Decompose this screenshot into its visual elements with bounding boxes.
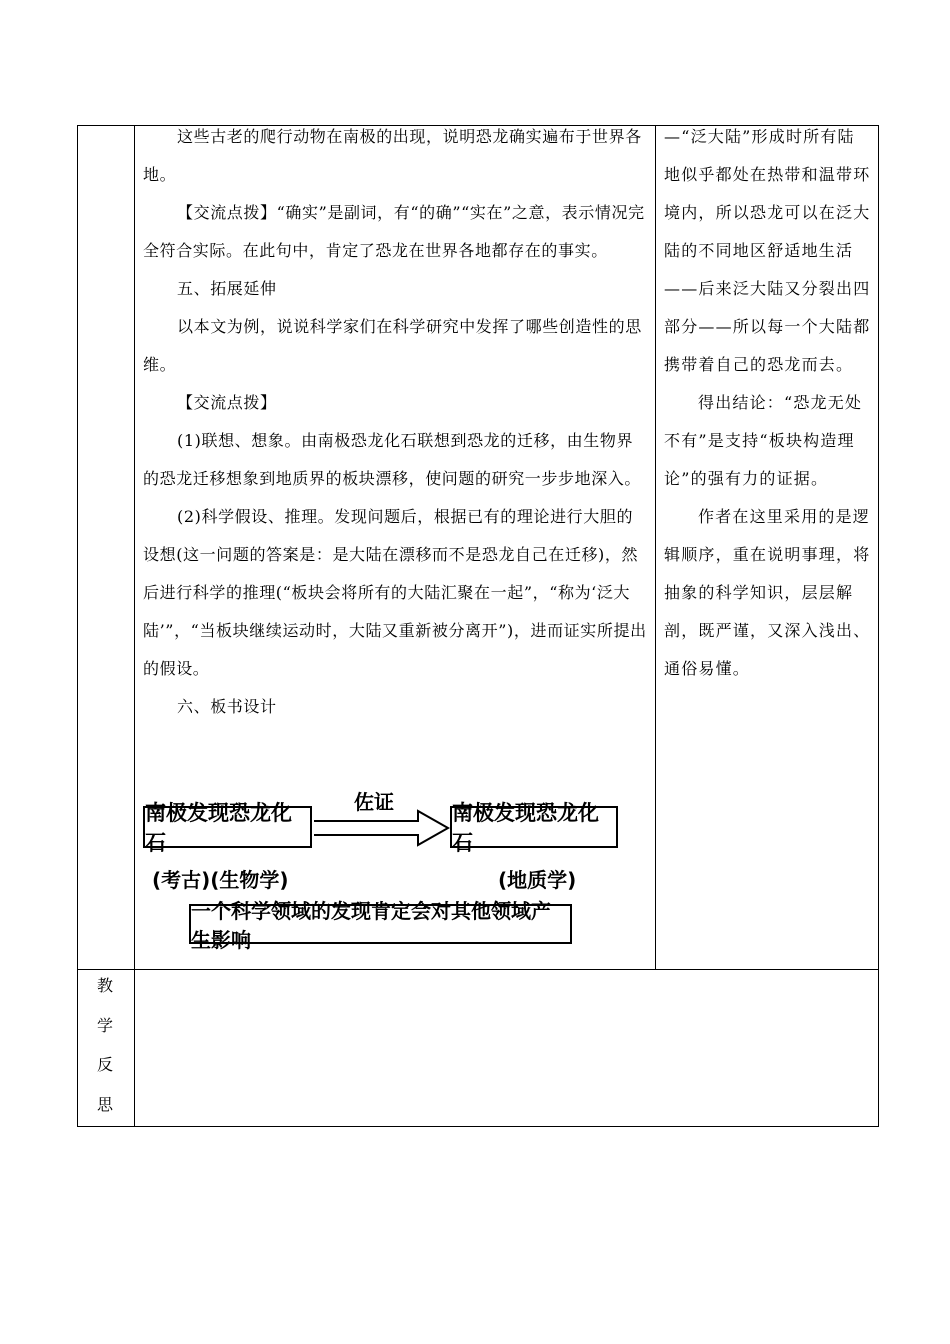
paragraph: 这些古老的爬行动物在南极的出现，说明恐龙确实遍布于世界各地。 bbox=[143, 127, 642, 184]
right-box: 南极发现恐龙化石 bbox=[450, 806, 618, 848]
arrow-icon bbox=[312, 808, 452, 848]
paragraph: (1)联想、想象。由南极恐龙化石联想到恐龙的迁移，由生物界的恐龙迁移想象到地质界的板块漂移，使问题的研究一步步地深入。 bbox=[143, 431, 642, 488]
reflection-char: 学 bbox=[96, 1016, 113, 1035]
paragraph: 【交流点拨】 bbox=[177, 393, 277, 412]
section-heading: 六、板书设计 bbox=[177, 697, 277, 716]
right-subtitle: (地质学) bbox=[498, 868, 577, 892]
bottom-box: 一个科学领域的发现肯定会对其他领域产生影响 bbox=[189, 904, 572, 944]
left-subtitle: (考古)(生物学) bbox=[152, 868, 289, 892]
reflection-char: 教 bbox=[96, 976, 113, 995]
reflection-content[interactable] bbox=[136, 971, 878, 1126]
reflection-char: 反 bbox=[96, 1055, 113, 1074]
side-paragraph: 作者在这里采用的是逻辑顺序，重在说明事理，将抽象的科学知识，层层解剖，既严谨，又深入浅出、通俗易懂。 bbox=[664, 507, 871, 678]
row-divider bbox=[77, 969, 879, 970]
side-notes bbox=[664, 118, 871, 688]
side-paragraph: 得出结论：“恐龙无处不有”是支持“板块构造理论”的强有力的证据。 bbox=[664, 393, 863, 488]
side-paragraph: —“泛大陆”形成时所有陆地似乎都处在热带和温带环境内，所以恐龙可以在泛大陆的不同地区舒适地生活——后来泛大陆又分裂出四部分——所以每一个大陆都携带着自己的恐龙而去。 bbox=[664, 127, 871, 374]
main-content bbox=[143, 118, 648, 726]
paragraph: (2)科学假设、推理。发现问题后，根据已有的理论进行大胆的设想(这一问题的答案是：是大陆在漂移而不是恐龙自己在迁移)，然后进行科学的推理(“板块会将所有的大陆汇聚在一起”，“称为‘泛大陆’”，“当板块继续运动时，大陆又重新被分离开”)，进而证实所提出的假设。 bbox=[143, 507, 647, 678]
paragraph: 【交流点拨】“确实”是副词，有“的确”“实在”之意，表示情况完全符合实际。在此句中，肯定了恐龙在世界各地都存在的事实。 bbox=[143, 203, 645, 260]
column-divider-left bbox=[134, 125, 135, 1127]
section-heading: 五、拓展延伸 bbox=[177, 279, 277, 298]
column-divider-right bbox=[655, 125, 656, 970]
paragraph: 以本文为例，说说科学家们在科学研究中发挥了哪些创造性的思维。 bbox=[143, 317, 642, 374]
arrow-label: 佐证 bbox=[354, 790, 394, 814]
reflection-char: 思 bbox=[96, 1095, 113, 1114]
left-box: 南极发现恐龙化石 bbox=[143, 806, 312, 848]
